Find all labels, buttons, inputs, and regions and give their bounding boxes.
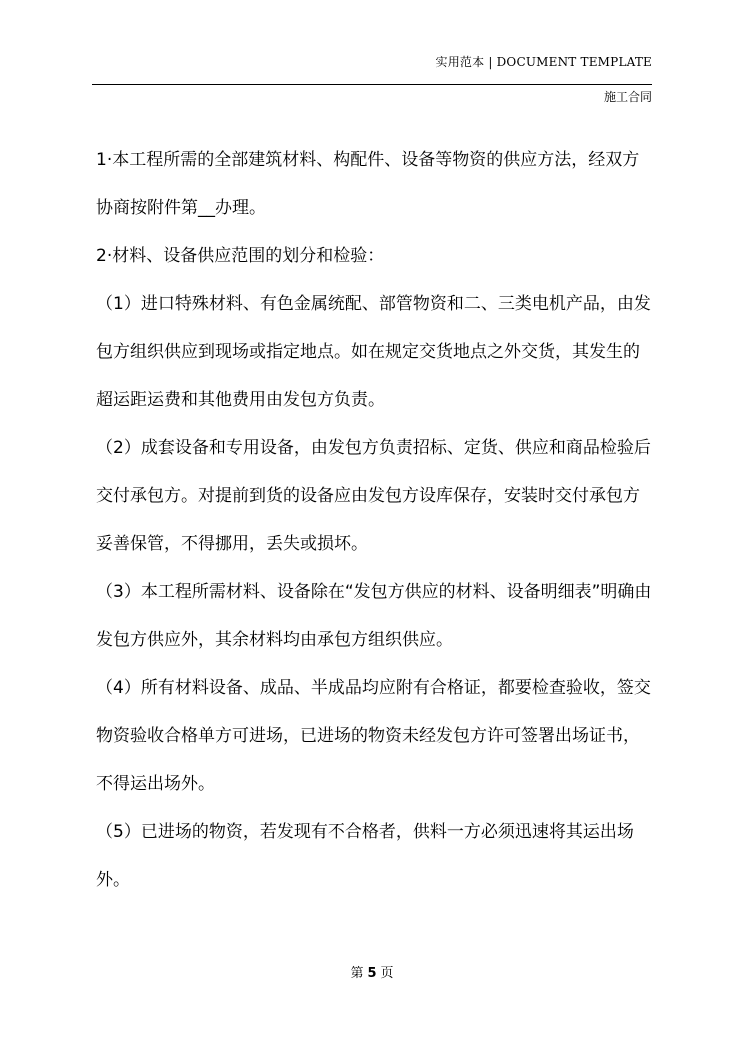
page-number: 5 bbox=[367, 966, 377, 981]
clause-2: 2·材料、设备供应范围的划分和检验： bbox=[96, 246, 385, 266]
clause-2-item-5: （5）已进场的物资，若发现有不合格者，供料一方必须迅速将其运出场外。 bbox=[96, 822, 634, 890]
clause-2-item-4: （4）所有材料设备、成品、半成品均应附有合格证，都要检查验收，签交物资验收合格单方可进场，已进场的物资未经发包方许可签署出场证书，不得运出场外。 bbox=[96, 678, 651, 794]
page-prefix: 第 bbox=[350, 966, 364, 981]
header-subtitle: 施工合同 bbox=[603, 90, 652, 104]
clause-2-item-3: （3）本工程所需材料、设备除在“发包方供应的材料、设备明细表”明确由发包方供应外，其余材料均由承包方组织供应。 bbox=[96, 582, 652, 650]
page-suffix: 页 bbox=[380, 966, 394, 981]
contract-body bbox=[96, 136, 656, 904]
clause-1: 1·本工程所需的全部建筑材料、构配件、设备等物资的供应方法，经双方协商按附件第__办理。 bbox=[96, 150, 640, 218]
clause-2-item-1: （1）进口特殊材料、有色金属统配、部管物资和二、三类电机产品，由发包方组织供应到现场或指定地点。如在规定交货地点之外交货，其发生的超运距运费和其他费用由发包方负责。 bbox=[96, 294, 651, 410]
header-title: 实用范本 | DOCUMENT TEMPLATE bbox=[435, 55, 652, 69]
clause-2-item-2: （2）成套设备和专用设备，由发包方负责招标、定货、供应和商品检验后交付承包方。对提前到货的设备应由发包方设库保存，安装时交付承包方妥善保管，不得挪用，丢失或损坏。 bbox=[96, 438, 651, 554]
header-divider bbox=[92, 84, 652, 85]
page-footer bbox=[0, 962, 744, 981]
